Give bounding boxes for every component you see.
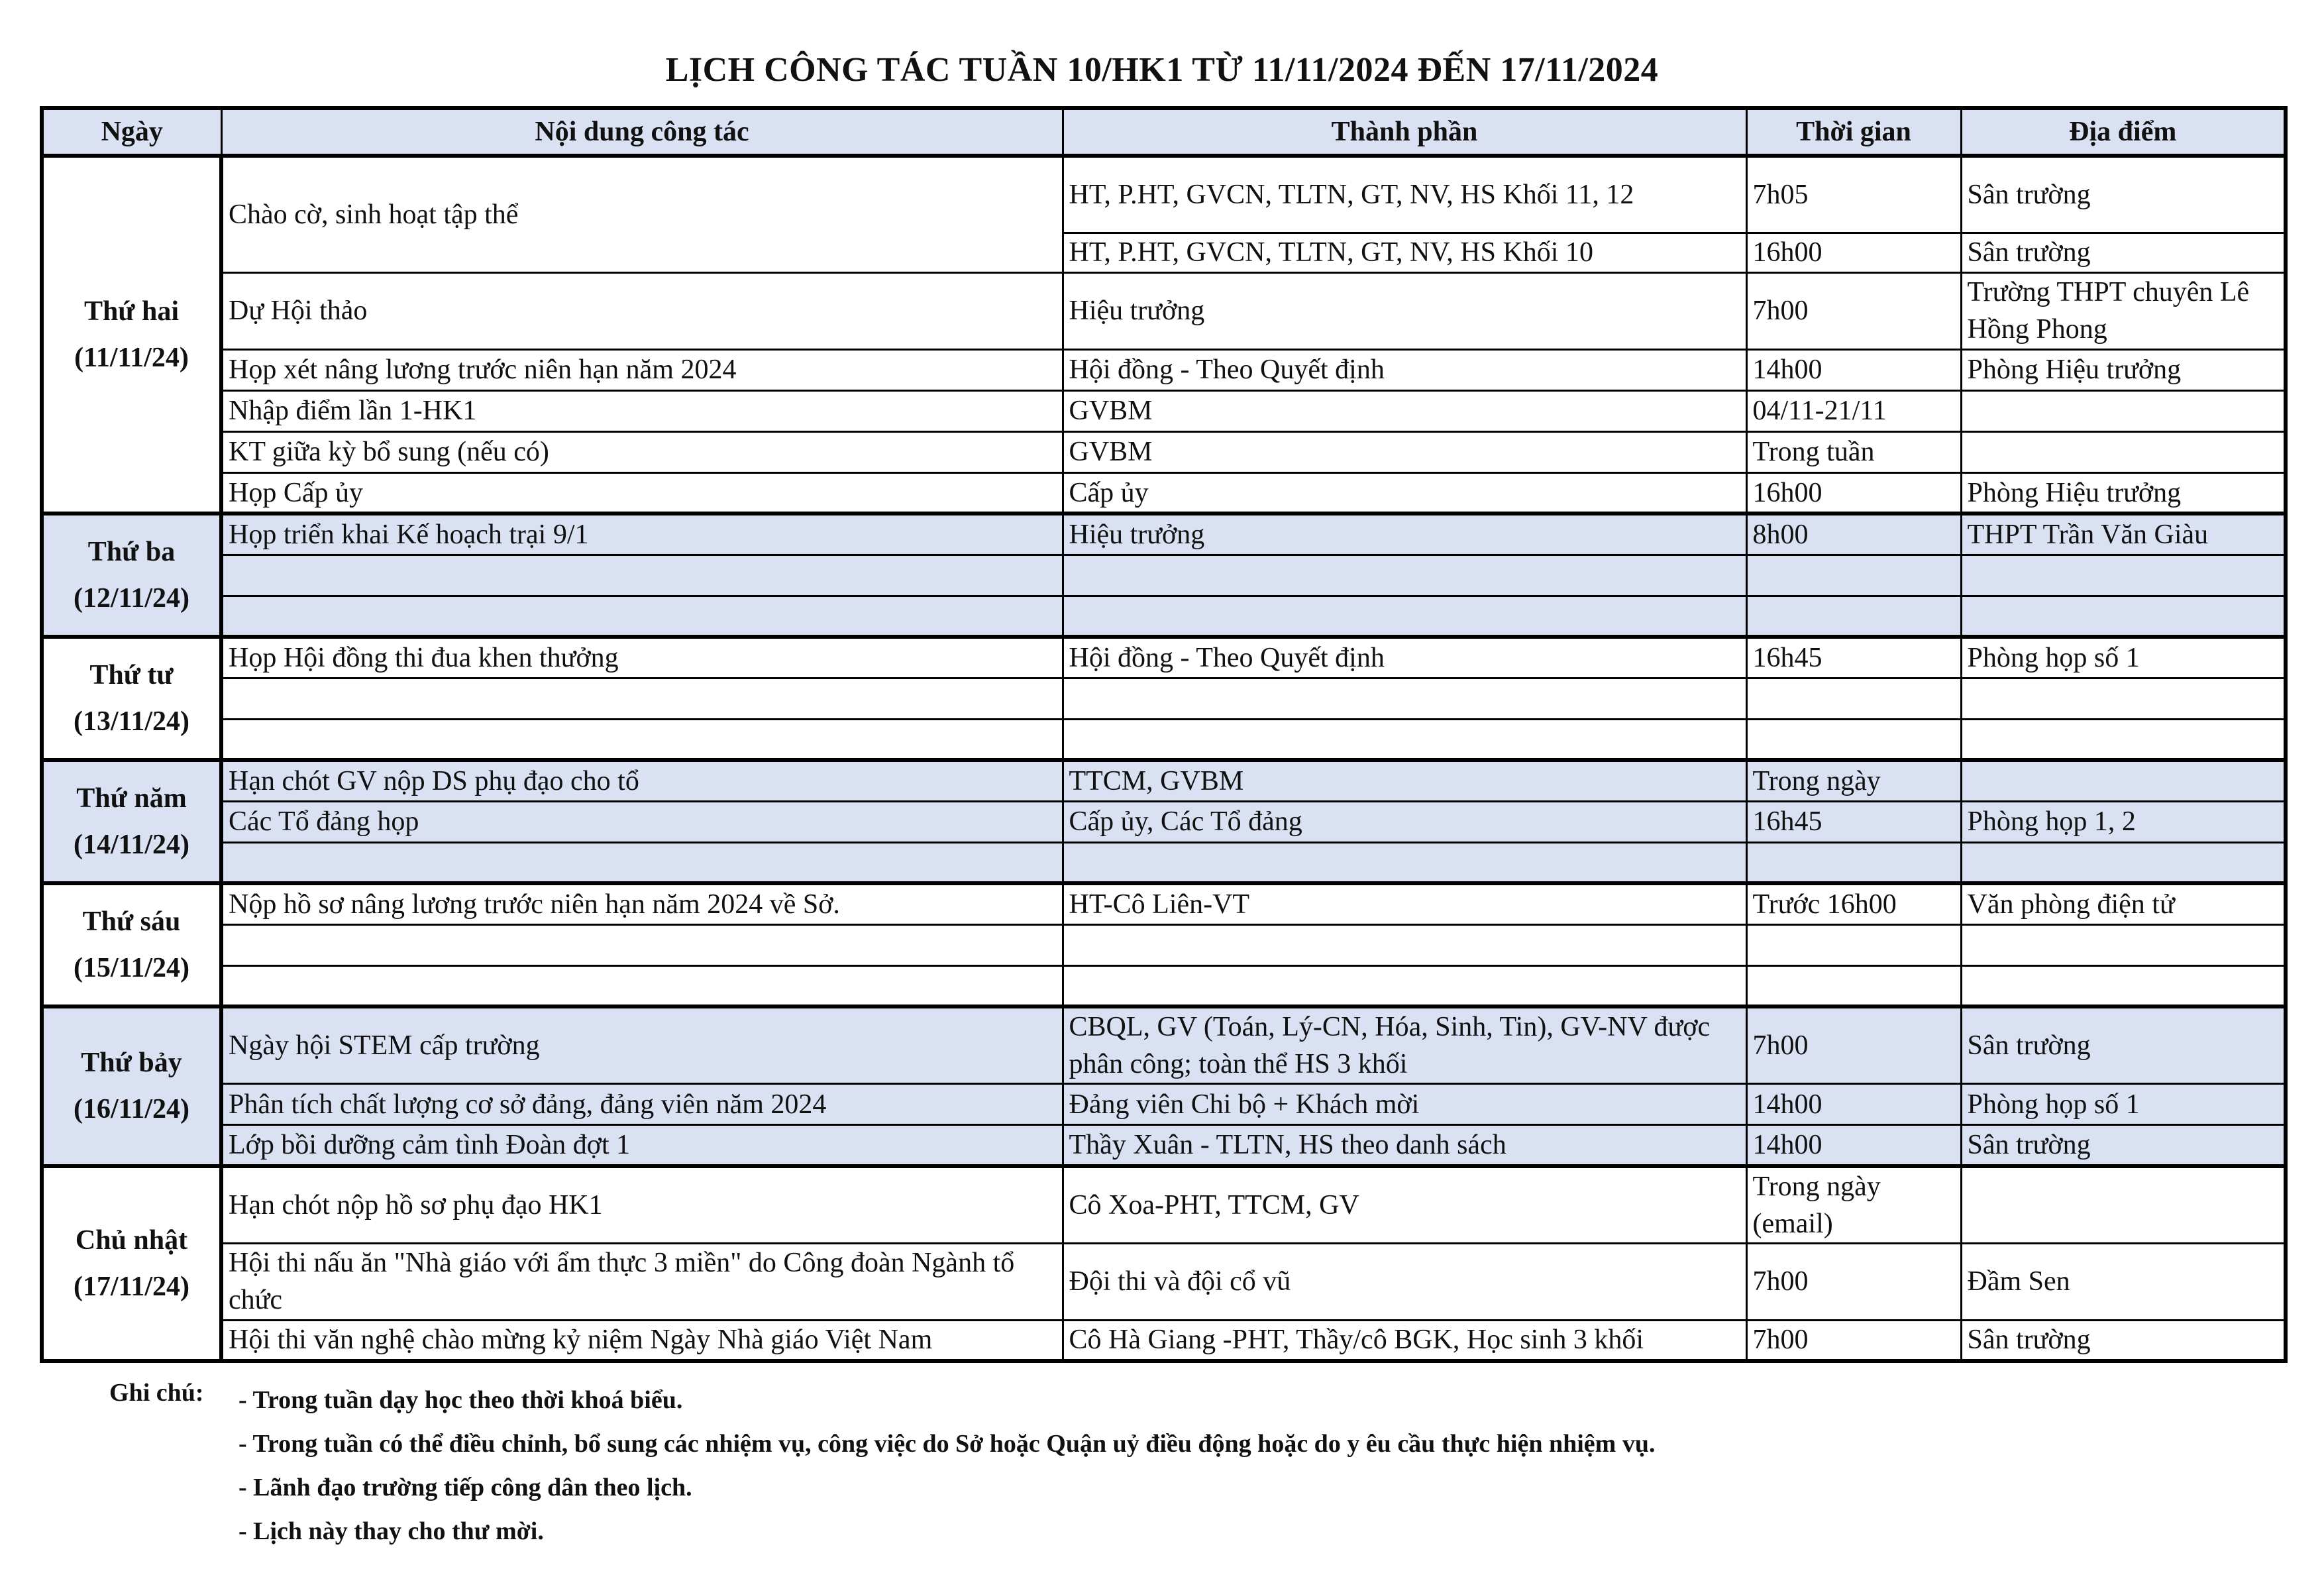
participants-cell (1063, 924, 1746, 965)
table-row (42, 156, 2286, 233)
participants-cell (1063, 719, 1746, 760)
day-name: Thứ bảy (81, 1048, 182, 1079)
day-date: (11/11/24) (74, 343, 189, 373)
day-date: (15/11/24) (74, 953, 189, 983)
content-cell: Nộp hồ sơ nâng lương trước niên hạn năm 2024 về Sở. (221, 883, 1063, 924)
content-cell: Hạn chót GV nộp DS phụ đạo cho tổ (221, 760, 1063, 801)
content-cell: Họp Cấp ủy (221, 472, 1063, 514)
place-cell: Trường THPT chuyên Lê Hồng Phong (1961, 272, 2286, 349)
day-name: Thứ tư (89, 660, 174, 690)
day-cell (42, 883, 221, 1006)
table-row (42, 349, 2286, 390)
place-cell: Phòng họp 1, 2 (1961, 801, 2286, 842)
day-cell (42, 514, 221, 637)
content-cell (221, 678, 1063, 719)
day-cell (42, 637, 221, 760)
day-date: (14/11/24) (74, 830, 189, 860)
participants-cell (1063, 678, 1746, 719)
participants-cell (1063, 555, 1746, 596)
time-cell: Trong ngày (email) (1746, 1166, 1961, 1244)
place-cell: THPT Trần Văn Giàu (1961, 514, 2286, 555)
participants-cell: Hội đồng - Theo Quyết định (1063, 349, 1746, 390)
participants-cell: CBQL, GV (Toán, Lý-CN, Hóa, Sinh, Tin), GV-NV được phân công; toàn thể HS 3 khối (1063, 1006, 1746, 1084)
participants-cell (1063, 842, 1746, 883)
table-row (42, 965, 2286, 1006)
content-cell (221, 842, 1063, 883)
page-title: LỊCH CÔNG TÁC TUẦN 10/HK1 TỪ 11/11/2024 ĐẾN 17/11/2024 (665, 51, 1659, 89)
header-place: Địa điểm (1961, 108, 2286, 156)
time-cell: 7h00 (1746, 1320, 1961, 1361)
time-cell: 7h00 (1746, 1006, 1961, 1084)
place-cell: Phòng Hiệu trưởng (1961, 349, 2286, 390)
table-row (42, 801, 2286, 842)
content-cell: KT giữa kỳ bổ sung (nếu có) (221, 431, 1063, 472)
time-cell: 04/11-21/11 (1746, 390, 1961, 431)
place-cell: Phòng Hiệu trưởng (1961, 472, 2286, 514)
participants-cell: TTCM, GVBM (1063, 760, 1746, 801)
content-cell: Họp triển khai Kế hoạch trại 9/1 (221, 514, 1063, 555)
place-cell (1961, 431, 2286, 472)
time-cell: Trong ngày (1746, 760, 1961, 801)
time-cell (1746, 678, 1961, 719)
header-row (42, 108, 2286, 156)
participants-cell: Cô Xoa-PHT, TTCM, GV (1063, 1166, 1746, 1244)
time-cell (1746, 555, 1961, 596)
place-cell: Sân trường (1961, 1006, 2286, 1084)
table-row (42, 760, 2286, 801)
place-cell (1961, 924, 2286, 965)
content-cell: Hội thi nấu ăn "Nhà giáo với ẩm thực 3 miền" do Công đoàn Ngành tổ chức (221, 1243, 1063, 1320)
place-cell (1961, 842, 2286, 883)
table-row (42, 596, 2286, 637)
time-cell: 16h00 (1746, 233, 1961, 272)
place-cell: Sân trường (1961, 233, 2286, 272)
participants-cell: Hội đồng - Theo Quyết định (1063, 637, 1746, 678)
participants-cell: GVBM (1063, 390, 1746, 431)
day-name: Thứ năm (76, 783, 187, 814)
note-item: - Trong tuần dạy học theo thời khoá biểu. (238, 1386, 683, 1414)
place-cell: Văn phòng điện tử (1961, 883, 2286, 924)
participants-cell: Cô Hà Giang -PHT, Thầy/cô BGK, Học sinh 3 khối (1063, 1320, 1746, 1361)
day-date: (12/11/24) (74, 583, 189, 614)
notes-list (238, 1378, 2226, 1553)
time-cell: 16h45 (1746, 801, 1961, 842)
place-cell (1961, 596, 2286, 637)
content-cell: Lớp bồi dưỡng cảm tình Đoàn đợt 1 (221, 1125, 1063, 1166)
notes-label: Ghi chú: (109, 1379, 204, 1407)
content-cell: Nhập điểm lần 1-HK1 (221, 390, 1063, 431)
table-row (42, 272, 2286, 349)
participants-cell: Hiệu trưởng (1063, 272, 1746, 349)
participants-cell: Đội thi và đội cổ vũ (1063, 1243, 1746, 1320)
time-cell: 16h00 (1746, 472, 1961, 514)
time-cell (1746, 965, 1961, 1006)
time-cell (1746, 924, 1961, 965)
table-row (42, 1243, 2286, 1320)
time-cell: 14h00 (1746, 1125, 1961, 1166)
participants-cell: Cấp ủy, Các Tổ đảng (1063, 801, 1746, 842)
day-cell (42, 156, 221, 514)
table-row (42, 1320, 2286, 1361)
table-row (42, 431, 2286, 472)
day-date: (16/11/24) (74, 1094, 189, 1125)
table-row (42, 514, 2286, 555)
table-row (42, 924, 2286, 965)
day-date: (17/11/24) (74, 1271, 189, 1302)
place-cell (1961, 390, 2286, 431)
header-content: Nội dung công tác (221, 108, 1063, 156)
time-cell: 7h00 (1746, 1243, 1961, 1320)
table-row (42, 678, 2286, 719)
time-cell: 14h00 (1746, 1084, 1961, 1125)
content-cell: Phân tích chất lượng cơ sở đảng, đảng viên năm 2024 (221, 1084, 1063, 1125)
participants-cell: Đảng viên Chi bộ + Khách mời (1063, 1084, 1746, 1125)
time-cell (1746, 842, 1961, 883)
content-cell (221, 555, 1063, 596)
day-cell (42, 1166, 221, 1362)
content-cell (221, 924, 1063, 965)
participants-cell: HT-Cô Liên-VT (1063, 883, 1746, 924)
place-cell: Sân trường (1961, 1320, 2286, 1361)
place-cell: Sân trường (1961, 1125, 2286, 1166)
note-item: - Lãnh đạo trường tiếp công dân theo lịch. (238, 1474, 692, 1501)
table-row (42, 1084, 2286, 1125)
participants-cell (1063, 596, 1746, 637)
place-cell: Sân trường (1961, 156, 2286, 233)
participants-cell: Hiệu trưởng (1063, 514, 1746, 555)
day-cell (42, 1006, 221, 1166)
time-cell: 16h45 (1746, 637, 1961, 678)
time-cell: 7h00 (1746, 272, 1961, 349)
place-cell: Phòng họp số 1 (1961, 637, 2286, 678)
place-cell (1961, 678, 2286, 719)
table-row (42, 1125, 2286, 1166)
table-row (42, 883, 2286, 924)
table-row (42, 1166, 2286, 1244)
time-cell (1746, 596, 1961, 637)
header-time: Thời gian (1746, 108, 1961, 156)
place-cell: Phòng họp số 1 (1961, 1084, 2286, 1125)
content-cell: Ngày hội STEM cấp trường (221, 1006, 1063, 1084)
content-cell: Hạn chót nộp hồ sơ phụ đạo HK1 (221, 1166, 1063, 1244)
content-cell: Dự Hội thảo (221, 272, 1063, 349)
content-cell: Chào cờ, sinh hoạt tập thể (221, 156, 1063, 272)
table-row (42, 1006, 2286, 1084)
content-cell (221, 719, 1063, 760)
participants-cell: HT, P.HT, GVCN, TLTN, GT, NV, HS Khối 11, 12 (1063, 156, 1746, 233)
day-date: (13/11/24) (74, 706, 189, 737)
day-name: Chủ nhật (75, 1224, 188, 1256)
time-cell: 14h00 (1746, 349, 1961, 390)
day-name: Thứ ba (87, 537, 176, 567)
time-cell: 7h05 (1746, 156, 1961, 233)
place-cell: Đầm Sen (1961, 1243, 2286, 1320)
participants-cell (1063, 965, 1746, 1006)
content-cell: Hội thi văn nghệ chào mừng kỷ niệm Ngày Nhà giáo Việt Nam (221, 1320, 1063, 1361)
table-row (42, 472, 2286, 514)
note-item: - Lịch này thay cho thư mời. (238, 1517, 544, 1545)
day-name: Thứ hai (83, 296, 180, 327)
table-row (42, 719, 2286, 760)
content-cell: Các Tổ đảng họp (221, 801, 1063, 842)
place-cell (1961, 1166, 2286, 1244)
content-cell: Họp xét nâng lương trước niên hạn năm 2024 (221, 349, 1063, 390)
participants-cell: HT, P.HT, GVCN, TLTN, GT, NV, HS Khối 10 (1063, 233, 1746, 272)
table-row (42, 555, 2286, 596)
day-name: Thứ sáu (82, 906, 181, 937)
place-cell (1961, 965, 2286, 1006)
time-cell (1746, 719, 1961, 760)
time-cell: 8h00 (1746, 514, 1961, 555)
place-cell (1961, 719, 2286, 760)
note-item: - Trong tuần có thể điều chỉnh, bổ sung các nhiệm vụ, công việc do Sở hoặc Quận uỷ điều động hoặc do y êu cầu thực hiện nhiệm vụ. (238, 1430, 1656, 1458)
content-cell (221, 596, 1063, 637)
place-cell (1961, 760, 2286, 801)
table-row (42, 637, 2286, 678)
content-cell: Họp Hội đồng thi đua khen thưởng (221, 637, 1063, 678)
time-cell: Trước 16h00 (1746, 883, 1961, 924)
place-cell (1961, 555, 2286, 596)
schedule-table (40, 106, 2288, 1363)
participants-cell: Thầy Xuân - TLTN, HS theo danh sách (1063, 1125, 1746, 1166)
time-cell: Trong tuần (1746, 431, 1961, 472)
participants-cell: GVBM (1063, 431, 1746, 472)
day-cell (42, 760, 221, 883)
participants-cell: Cấp ủy (1063, 472, 1746, 514)
table-row (42, 390, 2286, 431)
header-day: Ngày (42, 108, 221, 156)
content-cell (221, 965, 1063, 1006)
table-row (42, 842, 2286, 883)
header-participants: Thành phần (1063, 108, 1746, 156)
